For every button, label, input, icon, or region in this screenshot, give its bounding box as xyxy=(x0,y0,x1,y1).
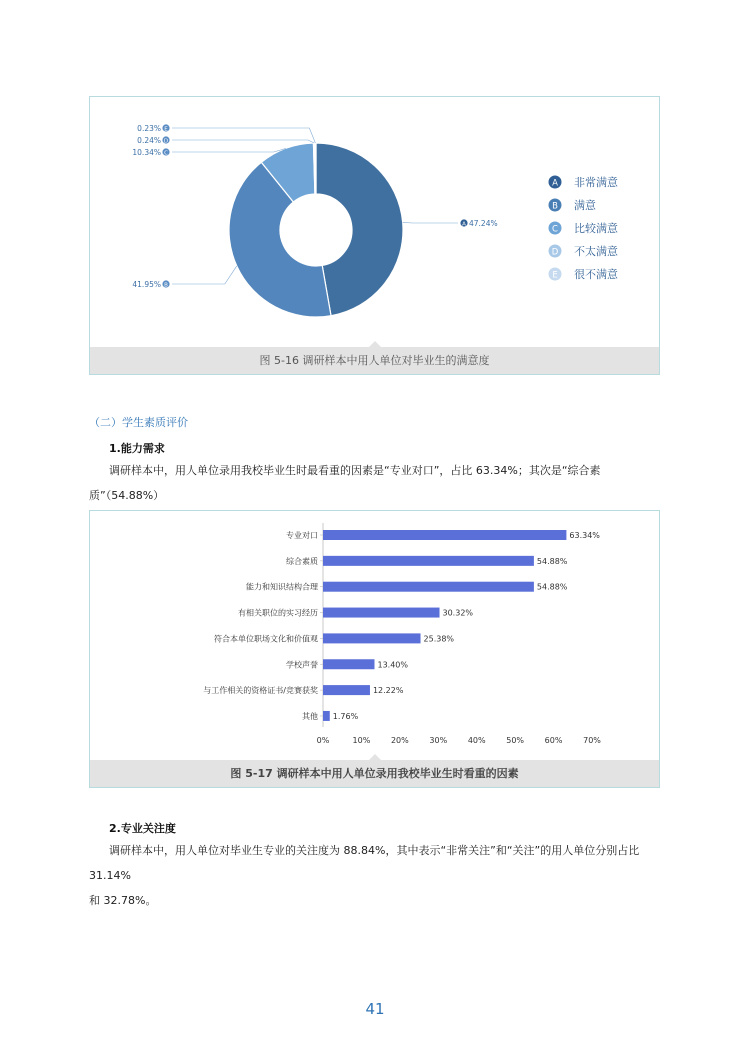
figure-5-17 xyxy=(89,510,660,788)
bar-value-label: 25.38% xyxy=(423,634,455,644)
bar-category-label: 能力和知识结构合理 xyxy=(246,582,318,592)
x-tick-label: 50% xyxy=(506,736,525,745)
x-tick-label: 70% xyxy=(583,736,601,745)
leader-line xyxy=(172,128,315,143)
x-tick-label: 30% xyxy=(429,736,448,745)
bar-value-label: 12.22% xyxy=(372,686,404,696)
x-tick-label: 0% xyxy=(316,736,330,745)
bar-category-label: 综合素质 xyxy=(286,556,318,566)
leader-line xyxy=(403,222,458,223)
bar xyxy=(323,530,566,540)
donut-value-label: 0.23% xyxy=(137,124,161,133)
bar-value-label: 54.88% xyxy=(536,556,568,566)
bar xyxy=(323,633,421,643)
bar-category-label: 其他 xyxy=(302,711,318,721)
page-number: 41 xyxy=(365,1000,385,1018)
legend-marker-letter: E xyxy=(552,270,558,281)
bar xyxy=(323,582,534,592)
x-tick-label: 40% xyxy=(467,736,486,745)
figure-5-16 xyxy=(89,96,660,375)
paragraph-major-attention xyxy=(89,838,664,913)
bar-value-label: 63.34% xyxy=(569,531,600,540)
figure-5-17-caption xyxy=(90,760,659,787)
bar xyxy=(323,608,440,618)
section-heading: （二）学生素质评价 xyxy=(89,416,188,429)
legend-label: 很不满意 xyxy=(574,268,618,281)
x-tick-label: 60% xyxy=(544,736,563,745)
paragraph-line: 调研样本中，用人单位对毕业生专业的关注度为 88.84%，其中表示“非常关注”和“关注”的用人单位分别占比 31.14% xyxy=(89,844,640,882)
label-marker-c-letter: C xyxy=(164,150,168,157)
bar-value-label: 1.76% xyxy=(332,711,359,721)
legend-label: 满意 xyxy=(574,199,596,212)
bar-category-label: 学校声誉 xyxy=(286,660,318,670)
bar xyxy=(323,659,374,669)
bar xyxy=(323,556,534,566)
leader-line xyxy=(172,266,237,284)
donut-value-label: 47.24% xyxy=(469,219,498,228)
sub-heading-ability: 1.能力需求 xyxy=(109,442,165,455)
label-marker-e-letter: E xyxy=(164,126,168,133)
donut-value-label: 41.95% xyxy=(132,280,161,289)
bar-category-label: 与工作相关的资格证书/竞赛获奖 xyxy=(203,686,318,696)
x-tick-label: 10% xyxy=(352,736,371,745)
donut-slice-a xyxy=(316,143,403,316)
bar-category-label: 符合本单位职场文化和价值观 xyxy=(214,634,318,644)
label-marker-a-letter: A xyxy=(462,221,466,228)
bar-value-label: 30.32% xyxy=(442,608,474,618)
legend-marker-letter: A xyxy=(552,178,558,189)
figure-5-16-caption xyxy=(90,347,659,374)
bar-chart xyxy=(90,511,659,761)
label-marker-d-letter: D xyxy=(163,138,169,145)
legend-marker-letter: C xyxy=(552,224,558,235)
bar xyxy=(323,711,330,721)
bar-value-label: 54.88% xyxy=(536,582,568,592)
donut-chart xyxy=(90,97,659,347)
legend-marker-letter: D xyxy=(551,247,559,258)
bar-value-label: 13.40% xyxy=(377,660,409,670)
donut-slice-e xyxy=(315,143,316,194)
legend-label: 非常满意 xyxy=(574,176,618,189)
bar-category-label: 专业对口 xyxy=(286,531,318,540)
caption-text: 图 5-16 调研样本中用人单位对毕业生的满意度 xyxy=(259,354,490,367)
donut-value-label: 0.24% xyxy=(137,136,161,145)
legend-marker-letter: B xyxy=(552,201,558,212)
paragraph-line: 和 32.78%。 xyxy=(89,894,157,907)
caption-text: 图 5-17 调研样本中用人单位录用我校毕业生时看重的因素 xyxy=(230,767,519,780)
leader-line xyxy=(172,140,314,143)
legend-label: 不太满意 xyxy=(574,245,618,258)
label-marker-b-letter: B xyxy=(164,282,168,289)
leader-line xyxy=(172,148,286,152)
donut-value-label: 10.34% xyxy=(132,148,161,157)
bar-category-label: 有相关职位的实习经历 xyxy=(238,608,318,618)
bar xyxy=(323,685,370,695)
sub-heading-major-attention: 2.专业关注度 xyxy=(109,822,176,835)
paragraph-line: 调研样本中，用人单位录用我校毕业生时最看重的因素是“专业对口”，占比 63.34%；其次是“综合素质”（54.88%） xyxy=(89,464,601,502)
x-tick-label: 20% xyxy=(390,736,409,745)
legend-label: 比较满意 xyxy=(574,222,618,235)
